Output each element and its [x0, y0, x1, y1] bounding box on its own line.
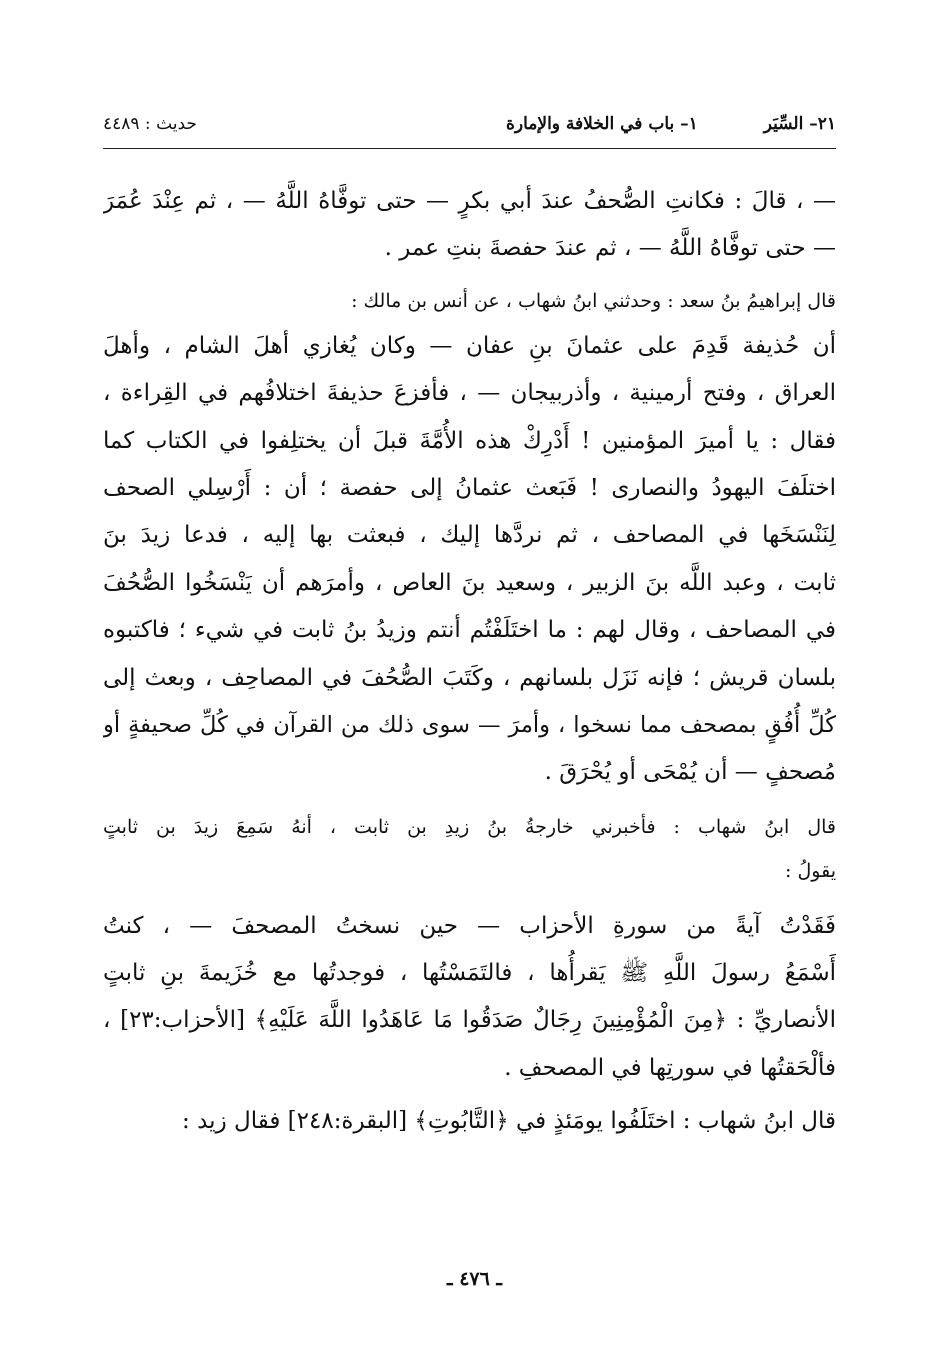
text-line: ثابت ، وعبد اللَّه بنَ الزبير ، وسعيد بنَ العاص ، وأمرَهم أن يَنْسَخُوا الصُّحُفَ [103, 569, 836, 596]
narration-chain-line: قال ابنُ شهاب : فأخبرني خارجةُ بنُ زيدِ بن ثابت ، أنهُ سَمِعَ زيدَ بن ثابتٍ [103, 815, 836, 838]
text-line: بلسان قريش ؛ فإنه نَزَل بلسانهم ، وكَتَبَ الصُّحُفَ في المصاحِف ، وبعث إلى [103, 664, 836, 691]
text-line: — ، قالَ : فكانتِ الصُّحفُ عندَ أبي بكرٍ — حتى توفَّاهُ اللَّهُ — ، ثم عِنْدَ عُمَرَ [103, 188, 836, 214]
text-line: الأنصاريِّ : ﴿مِنَ الْمُؤْمِنِينَ رِجَالٌ صَدَقُوا مَا عَاهَدُوا اللَّهَ عَلَيْهِ﴾ [الأحزاب:٢٣] ، [103, 1007, 836, 1034]
page-body [103, 178, 836, 1146]
text-line: فَقَدْتُ آيةً من سورةِ الأحزاب — حين نسختُ المصحفَ — ، كنتُ [103, 912, 836, 939]
text-line: اختلَفَ اليهودُ والنصارى ! فَبَعث عثمانُ إلى حفصة ؛ أن : أَرْسِلي الصحف [103, 474, 836, 501]
text-line: كُلِّ أُفُقٍ بمصحف مما نسخوا ، وأمرَ — سوى ذلك من القرآن في كُلِّ صحيفةٍ أو [103, 711, 836, 738]
text-line: العراق ، وفتح أرمينية ، وأذربيجان — ، فأفزعَ حذيفةَ اختلافُهم في القِراءة ، [103, 380, 836, 407]
text-line: أَسْمَعُ رسولَ اللَّهِ ﷺ يَقرأُها ، فالتَمَسْتُها ، فوجدتُها مع خُزَيمةَ بنِ ثابتٍ [103, 960, 836, 987]
narration-chain-line: يقولُ : [785, 859, 836, 882]
narration-chain-line: قال إبراهيمُ بنُ سعد : وحدثني ابنُ شهاب ، عن أنس بن مالك : [351, 289, 836, 312]
text-line: لِنَنْسَخَها في المصاحف ، ثم نردَّها إليك ، فبعثت بها إليه ، فدعا زيدَ بنَ [103, 522, 836, 549]
hadith-number: حديث : ٤٤٨٩ [103, 114, 197, 134]
section-title: ١– باب في الخلافة والإمارة [505, 114, 698, 134]
text-line: — حتى توفَّاهُ اللَّهُ — ، ثم عندَ حفصةَ بنتِ عمر . [384, 235, 836, 262]
chapter-title: ٢١– السِّيَر [763, 114, 836, 134]
text-line: فقال : يا أميرَ المؤمنين ! أَدْرِكْ هذه الأُمَّةَ قبلَ أن يختلِفوا في الكتاب كما [103, 427, 836, 454]
text-line: فألْحَقتُها في سورتِها في المصحفِ . [504, 1054, 836, 1081]
running-header [103, 112, 836, 149]
text-line: في المصاحف ، وقال لهم : ما اختَلَفْتُم أنتم وزيدُ بنُ ثابت في شيء ؛ فاكتبوه [103, 617, 836, 644]
text-line: أن حُذيفة قَدِمَ على عثمانَ بنِ عفان — وكان يُغازي أهلَ الشام ، وأهلَ [103, 332, 836, 359]
text-line: قال ابنُ شهاب : اختَلَفُوا يومَئذٍ في ﴿التَّابُوتِ﴾ [البقرة:٢٤٨] فقال زيد : [182, 1108, 836, 1135]
header-titles [506, 114, 836, 134]
text-line: مُصحفٍ — أن يُمْحَى أو يُحْرَقَ . [544, 759, 836, 786]
page-number: ـ ٤٧٦ ـ [447, 1268, 502, 1290]
